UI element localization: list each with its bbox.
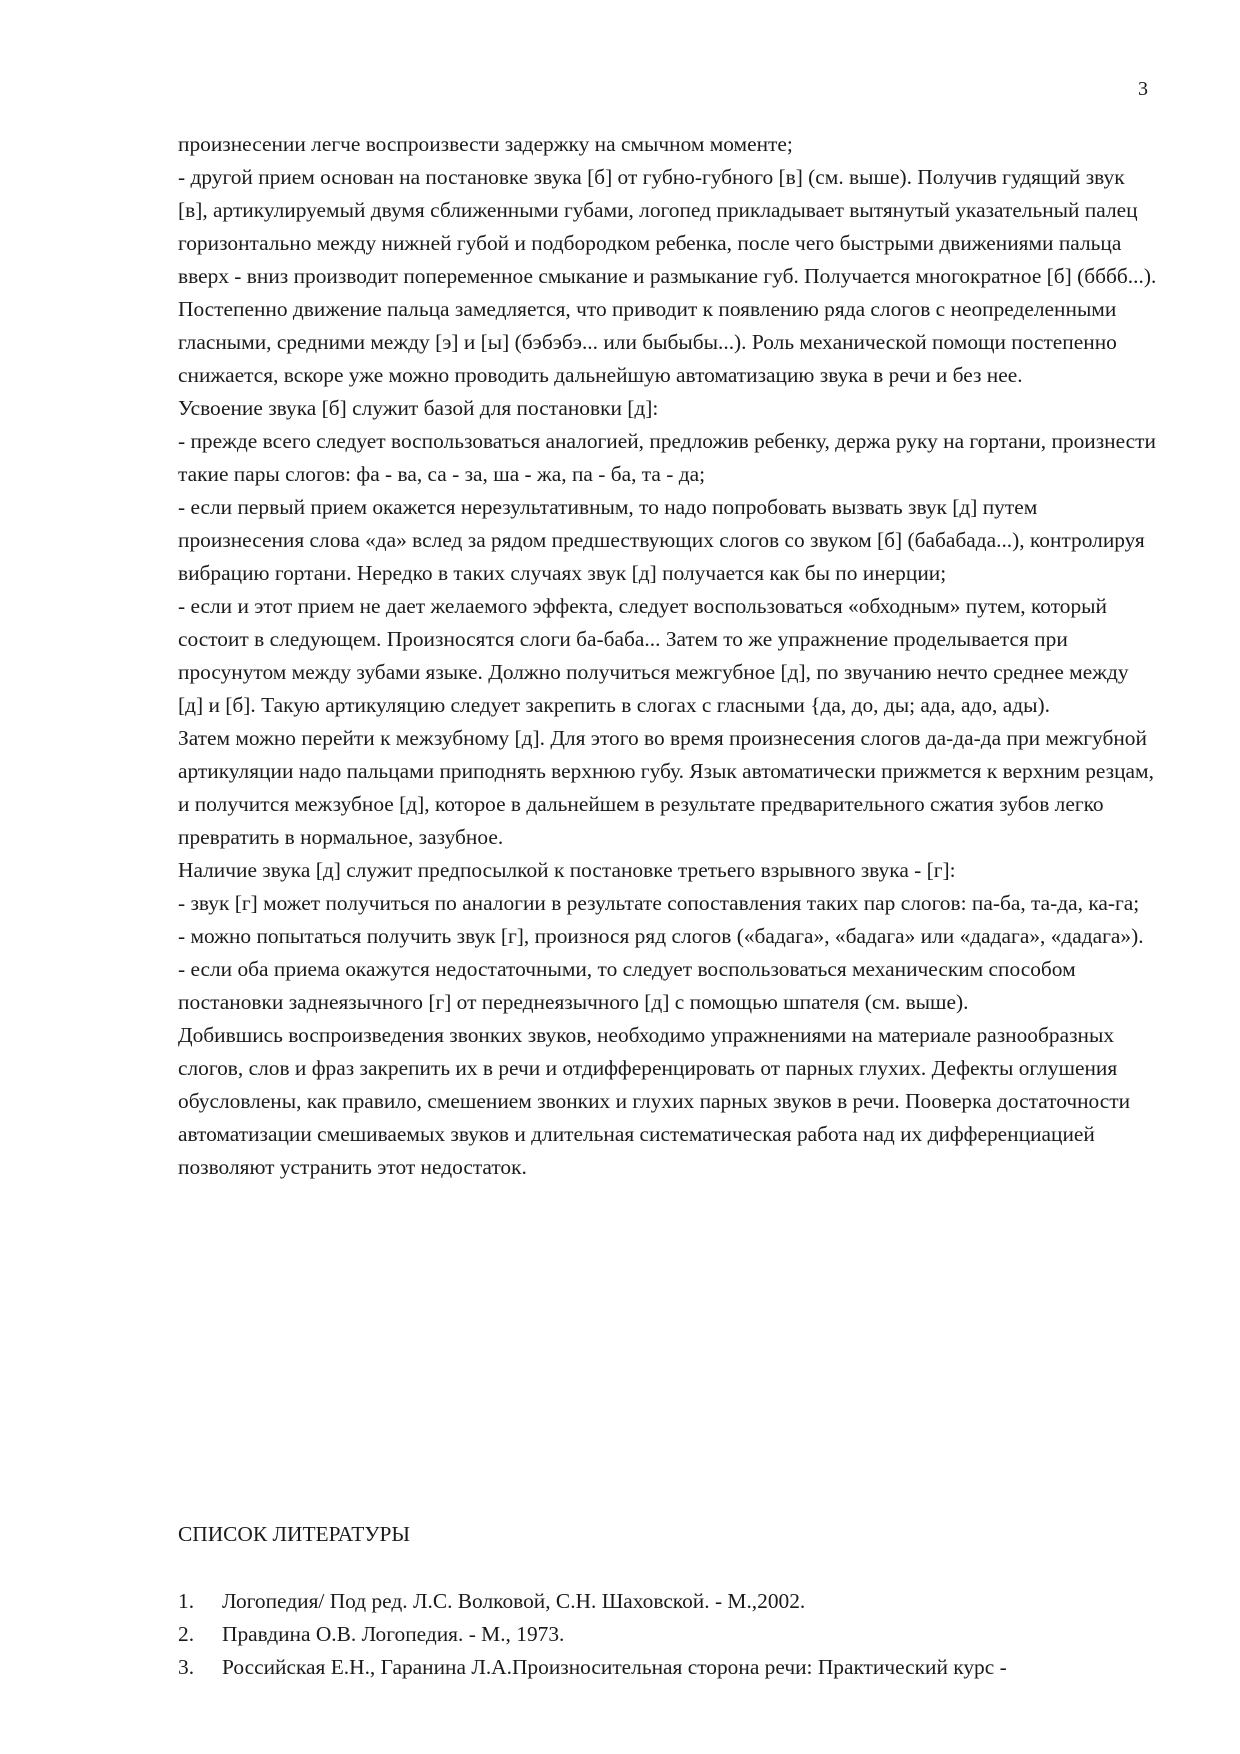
reference-number: 2. <box>178 1622 195 1646</box>
reference-text: Логопедия/ Под ред. Л.С. Волковой, С.Н. Шаховской. - М.,2002. <box>222 1589 806 1613</box>
paragraph: - прежде всего следует воспользоваться аналогией, предложив ребенку, держа руку на гортани, произнести такие пары слогов: фа - ва, са - за, ша - жа, па - ба, та - да; <box>178 429 1156 486</box>
page-number: 3 <box>1138 78 1148 100</box>
paragraph: - если первый прием окажется нерезультативным, то надо попробовать вызвать звук [д] путем произнесения слова «да» вслед за рядом предшествующих слогов со звуком [б] (бабабада...), контролируя вибрацию гортани. Нередко в таких случаях звук [д] получается как бы по инерции; <box>178 495 1145 585</box>
paragraph: Добившись воспроизведения звонких звуков, необходимо упражнениями на материале разнообразных слогов, слов и фраз закрепить их в речи и отдифференцировать от парных глухих. Дефекты оглушения обусловлены, как правило, смешением звонких и глухих парных звуков в речи. Пооверка достаточности автоматизации смешиваемых звуков и длительная систематическая работа над их дифференциацией позволяют устранить этот недостаток. <box>178 1023 1131 1179</box>
paragraph: - можно попытаться получить звук [г], произнося ряд слогов («бадага», «бадага» или «дадага», «дадага»). <box>178 924 1144 948</box>
body-text <box>178 128 1158 1184</box>
references-list <box>178 1585 1158 1684</box>
reference-number: 1. <box>178 1589 195 1613</box>
reference-item <box>178 1585 1158 1618</box>
reference-text: Российская Е.Н., Гаранина Л.А.Произносительная сторона речи: Практический курс - <box>222 1655 1007 1679</box>
reference-item <box>178 1651 1158 1684</box>
reference-item <box>178 1618 1158 1651</box>
references-heading: СПИСОК ЛИТЕРАТУРЫ <box>178 1522 411 1546</box>
paragraph: произнесении легче воспроизвести задержку на смычном моменте; <box>178 132 793 156</box>
paragraph: - если и этот прием не дает желаемого эффекта, следует воспользоваться «обходным» путем, который состоит в следующем. Произносятся слоги ба-баба... Затем то же упражнение проделывается при просунутом между зубами языке. Должно получиться межгубное [д], по звучанию нечто среднее между [д] и [б]. Такую артикуляцию следует закрепить в слогах с гласными {да, до, ды; ада, адо, ады). <box>178 594 1129 717</box>
reference-number: 3. <box>178 1655 195 1679</box>
paragraph: - другой прием основан на постановке звука [б] от губно-губного [в] (см. выше). Получив гудящий звук [в], артикулируемый двумя сближенными губами, логопед прикладывает вытянутый указательный палец горизонтально между нижней губой и подбородком ребенка, после чего быстрыми движениями пальца вверх - вниз производит попеременное смыкание и размыкание губ. Получается многократное [б] (бббб...). Постепенно движение пальца замедляется, что приводит к появлению ряда слогов с неопределенными гласными, средними между [э] и [ы] (бэбэбэ... или быбыбы...). Роль механической помощи постепенно снижается, вскоре уже можно проводить дальнейшую автоматизацию звука в речи и без нее. <box>178 165 1157 387</box>
paragraph: Наличие звука [д] служит предпосылкой к постановке третьего взрывного звука - [г]: <box>178 858 956 882</box>
reference-text: Правдина О.В. Логопедия. - М., 1973. <box>222 1622 565 1646</box>
paragraph: Усвоение звука [б] служит базой для постановки [д]: <box>178 396 659 420</box>
paragraph: - звук [г] может получиться по аналогии в результате сопоставления таких пар слогов: па-ба, та-да, ка-га; <box>178 891 1140 915</box>
paragraph: Затем можно перейти к межзубному [д]. Для этого во время произнесения слогов да-да-да при межгубной артикуляции надо пальцами приподнять верхнюю губу. Язык автоматически прижмется к верхним резцам, и получится межзубное [д], которое в дальнейшем в результате предварительного сжатия зубов легко превратить в нормальное, зазубное. <box>178 726 1154 849</box>
paragraph: - если оба приема окажутся недостаточными, то следует воспользоваться механическим способом постановки заднеязычного [г] от переднеязычного [д] с помощью шпателя (см. выше). <box>178 957 1076 1014</box>
